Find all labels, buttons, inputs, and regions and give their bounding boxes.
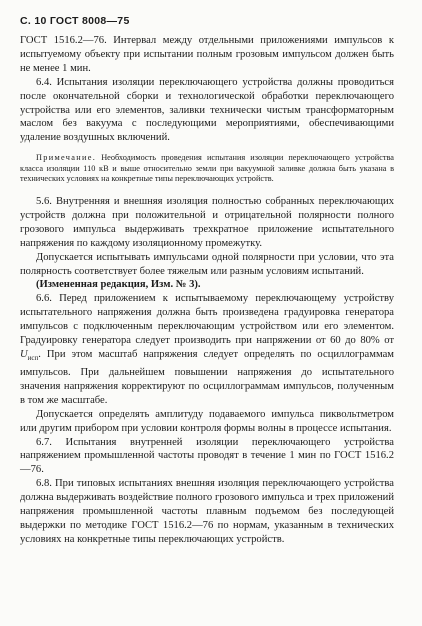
p66-text-a: 6.6. Перед приложением к испытываемому переключающему устройству испытательного напряжения должна быть произведена градуировка генератора импульсов с подключенным переключающим устройством или его элементом. Градуировку генератора следует производить при напряжении от 60 до 80% от xyxy=(20,293,394,347)
p66-text-b: . При этом масштаб напряжения следует определять по осциллограммам импульсов. При дальнейшем повышении напряжения до испытательного значения напряжения корректируют по осциллограммам импульсов, полученным в том же масштабе. xyxy=(20,349,394,406)
p66-u-symbol: U xyxy=(20,349,28,360)
paragraph-peak-voltmeter: Допускается определять амплитуду подаваемого импульса пиквольтметром или другим прибором при условии контроля формы волны в процессе испытания. xyxy=(20,408,394,434)
paragraph-amendment: (Измененная редакция, Изм. № 3). xyxy=(36,279,201,291)
paragraph-6-8: 6.8. При типовых испытаниях внешняя изоляция переключающего устройства должна выдерживать воздействие полного грозового импульса и трех приложений напряжения промышленной частоты плавным подъемом без последующей выдержки по методике ГОСТ 1516.2—76 по нормам, указанным в технических условиях на конкретные типы переключающих устройств. xyxy=(20,478,394,545)
note-lead: Примечание. xyxy=(36,153,97,163)
note xyxy=(20,153,394,185)
note-text: Необходимость проведения испытания изоляции переключающего устройства класса изоляции 110 кВ и выше относительно земли при вакуумной заливке должна быть указана в технических условиях на конкретные типы переключающих устройств. xyxy=(20,153,394,184)
paragraph-gost-interval: ГОСТ 1516.2—76. Интервал между отдельными приложениями импульсов к испытуемому объекту при испытании полным грозовым импульсом должен быть не менее 1 мин. xyxy=(20,35,394,74)
paragraph-5-6: 5.6. Внутренняя и внешняя изоляция полностью собранных переключающих устройств должна при положительной и отрицательной полярности полного грозового импульса выдерживать трехкратное приложение испытательного напряжения по каждому изоляционному промежутку. xyxy=(20,196,394,249)
paragraph-6-4: 6.4. Испытания изоляции переключающего устройства должны проводиться после окончательной сборки и технологической обработки переключающего устройства или его элементов, заливки технически чистым трансформаторным маслом без вакуума с последующими мероприятиями, обеспечивающими удаление воздушных включений. xyxy=(20,76,394,144)
paragraph-polarity: Допускается испытывать импульсами одной полярности при условии, что эта полярность соответствует более тяжелым или разным условиям испытаний. xyxy=(20,251,394,277)
p66-u-subscript: исп xyxy=(27,354,39,363)
paragraph-6-7: 6.7. Испытания внутренней изоляции переключающего устройства напряжением промышленной частоты проводят в течение 1 мин по ГОСТ 1516.2—76. xyxy=(20,436,394,476)
paragraph-6-6 xyxy=(20,292,394,407)
page-header: С. 10 ГОСТ 8008—75 xyxy=(20,15,130,27)
